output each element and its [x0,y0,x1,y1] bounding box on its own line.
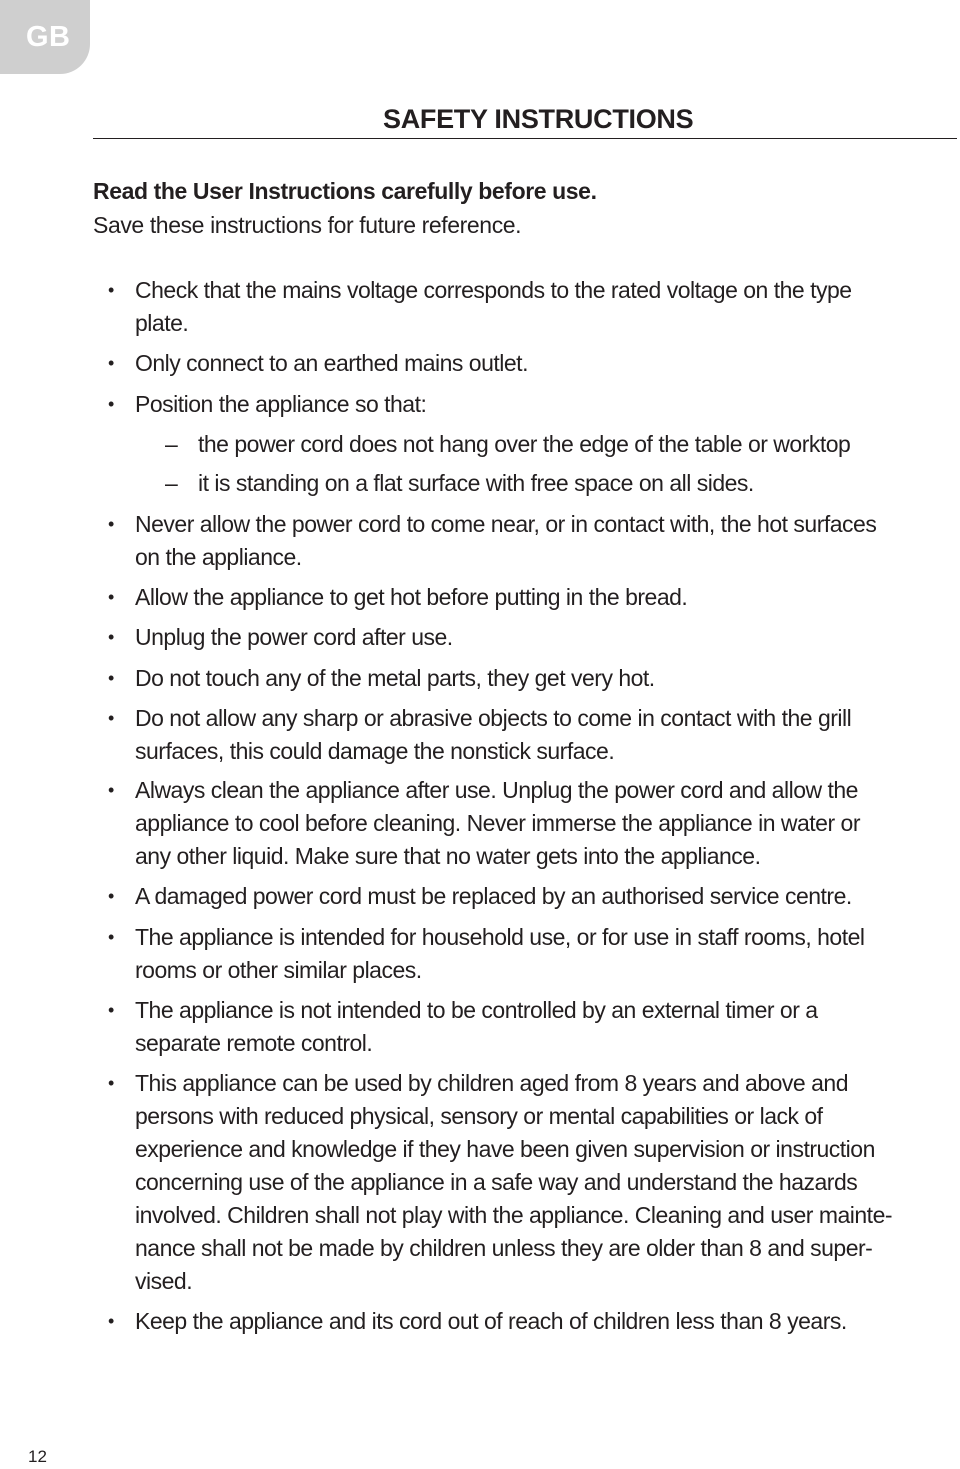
bullet-icon: • [108,708,114,728]
list-item [108,1305,948,1338]
list-item [108,994,948,1060]
list-item-line: Do not allow any sharp or abrasive objects to come in contact with the grill [135,705,852,731]
intro-bold-line: Read the User Instructions carefully before use. [93,178,597,204]
list-item [108,662,948,695]
list-item-line: concerning use of the appliance in a safe way and understand the hazards [135,1169,858,1195]
list-item-line: plate. [135,310,189,336]
list-item [108,274,948,340]
language-label: GB [26,20,71,53]
bullet-icon: • [108,1000,114,1020]
list-item-line: separate remote control. [135,1030,373,1056]
list-item [108,621,948,654]
list-item-line: nance shall not be made by children unless they are older than 8 and super- [135,1235,873,1261]
sub-list-item [165,467,754,500]
sub-list-item-text: the power cord does not hang over the edge of the table or worktop [198,431,851,457]
bullet-icon: • [108,780,114,800]
bullet-icon: • [108,394,114,414]
list-item [108,388,948,421]
list-item-line: surfaces, this could damage the nonstick surface. [135,738,615,764]
title-divider [93,138,957,139]
list-item-line: involved. Children shall not play with the appliance. Cleaning and user mainte- [135,1202,893,1228]
list-item [108,880,948,913]
bullet-icon: • [108,927,114,947]
intro-normal-line: Save these instructions for future reference. [93,212,522,238]
page-number: 12 [28,1447,47,1466]
list-item-line: The appliance is not intended to be controlled by an external timer or a [135,997,818,1023]
list-item [108,347,948,380]
list-item-line: Only connect to an earthed mains outlet. [135,350,528,376]
list-item-line: Do not touch any of the metal parts, they get very hot. [135,665,655,691]
list-item [108,1067,948,1298]
dash-icon: – [165,431,178,457]
bullet-icon: • [108,1073,114,1093]
sub-list-item-text: it is standing on a flat surface with free space on all sides. [198,470,754,496]
list-item [108,921,948,987]
list-item-line: rooms or other similar places. [135,957,422,983]
bullet-icon: • [108,886,114,906]
list-item-line: vised. [135,1268,193,1294]
list-item-line: Position the appliance so that: [135,391,427,417]
list-item-line: Keep the appliance and its cord out of reach of children less than 8 years. [135,1308,847,1334]
list-item [108,702,948,768]
intro-block [93,174,597,242]
list-item-line: A damaged power cord must be replaced by an authorised service centre. [135,883,852,909]
bullet-icon: • [108,353,114,373]
list-item-line: any other liquid. Make sure that no water gets into the appliance. [135,843,761,869]
bullet-icon: • [108,1311,114,1331]
bullet-icon: • [108,514,114,534]
sub-list-item [165,428,850,461]
list-item-line: Allow the appliance to get hot before putting in the bread. [135,584,688,610]
language-tab [0,0,90,74]
dash-icon: – [165,470,178,496]
bullet-icon: • [108,668,114,688]
list-item-line: persons with reduced physical, sensory or mental capabilities or lack of [135,1103,823,1129]
list-item-line: Always clean the appliance after use. Unplug the power cord and allow the [135,777,858,803]
list-item-line: on the appliance. [135,544,302,570]
list-item [108,581,948,614]
page-title: SAFETY INSTRUCTIONS [383,104,694,134]
list-item-line: experience and knowledge if they have been given supervision or instruction [135,1136,875,1162]
list-item-line: appliance to cool before cleaning. Never immerse the appliance in water or [135,810,860,836]
list-item-line: The appliance is intended for household use, or for use in staff rooms, hotel [135,924,865,950]
bullet-icon: • [108,587,114,607]
bullet-icon: • [108,627,114,647]
list-item-line: Unplug the power cord after use. [135,624,453,650]
list-item-line: This appliance can be used by children aged from 8 years and above and [135,1070,848,1096]
list-item [108,508,948,574]
list-item [108,774,948,873]
bullet-icon: • [108,280,114,300]
list-item-line: Never allow the power cord to come near, or in contact with, the hot surfaces [135,511,877,537]
list-item-line: Check that the mains voltage corresponds to the rated voltage on the type [135,277,852,303]
